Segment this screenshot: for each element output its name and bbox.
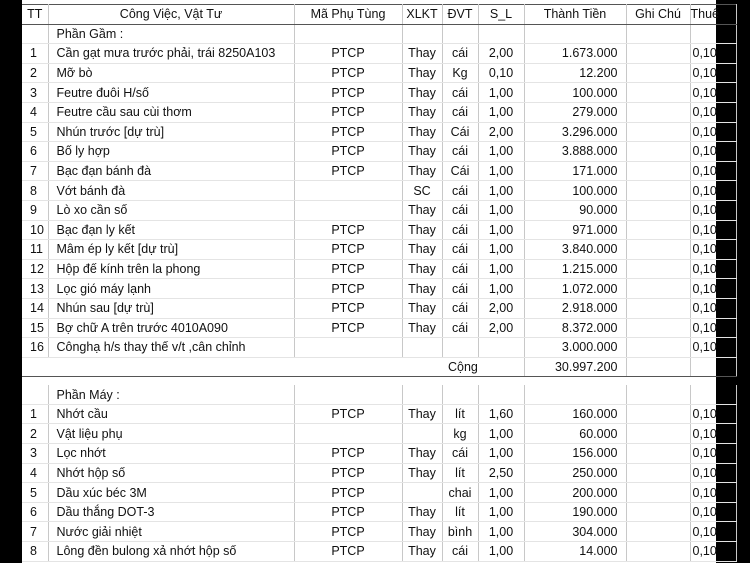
empty-cell: [524, 385, 626, 404]
col-tax-cell: 0,10: [690, 424, 736, 444]
col-qty-cell: 1,00: [478, 200, 524, 220]
col-qty-cell: 1,00: [478, 102, 524, 122]
col-part-code-cell: PTCP: [294, 122, 402, 142]
empty-cell: [402, 357, 442, 377]
col-amount-cell: 1.673.000: [524, 44, 626, 64]
empty-cell: [294, 357, 402, 377]
col-note-cell: [626, 122, 690, 142]
col-unit-cell: lít: [442, 404, 478, 424]
col-unit-cell: cái: [442, 142, 478, 162]
table-row: [22, 298, 736, 318]
empty-cell: [22, 385, 48, 404]
col-item-cell: Vật liệu phụ: [48, 424, 294, 444]
col-item-cell: Feutre đuôi H/số: [48, 83, 294, 103]
col-item-cell: Mâm ép ly kết [dự trù]: [48, 240, 294, 260]
col-tax-cell: 0,10: [690, 542, 736, 562]
col-item-cell: Vớt bánh đà: [48, 181, 294, 201]
empty-cell: [294, 24, 402, 44]
col-tt-cell: 6: [22, 502, 48, 522]
col-tt-cell: 13: [22, 279, 48, 299]
spacer-row: [22, 377, 736, 386]
table-row: [22, 259, 736, 279]
col-unit-cell: cái: [442, 102, 478, 122]
total-value: 30.997.200: [524, 357, 626, 377]
col-xlkt-cell: [402, 483, 442, 503]
col-xlkt-cell: Thay: [402, 279, 442, 299]
col-part-code-cell: [294, 181, 402, 201]
empty-cell: [626, 357, 690, 377]
table-row: [22, 542, 736, 562]
col-qty-cell: 1,00: [478, 279, 524, 299]
col-tax-cell: 0,10: [690, 338, 736, 358]
col-note-cell: [626, 220, 690, 240]
col-part-code-cell: PTCP: [294, 142, 402, 162]
col-note-cell: [626, 338, 690, 358]
col-qty-cell: 1,00: [478, 502, 524, 522]
col-tax-cell: 0,10: [690, 522, 736, 542]
header-col-xlkt: XLKT: [402, 5, 442, 25]
col-item-cell: Nhún sau [dự trù]: [48, 298, 294, 318]
col-tax-cell: 0,10: [690, 444, 736, 464]
col-note-cell: [626, 44, 690, 64]
col-item-cell: Nhún trước [dự trù]: [48, 122, 294, 142]
col-note-cell: [626, 161, 690, 181]
col-tt-cell: 4: [22, 463, 48, 483]
col-part-code-cell: PTCP: [294, 542, 402, 562]
col-note-cell: [626, 404, 690, 424]
col-tt-cell: 15: [22, 318, 48, 338]
col-tax-cell: 0,10: [690, 483, 736, 503]
empty-cell: [478, 24, 524, 44]
col-part-code-cell: PTCP: [294, 259, 402, 279]
col-tax-cell: 0,10: [690, 122, 736, 142]
col-xlkt-cell: Thay: [402, 122, 442, 142]
col-xlkt-cell: [402, 424, 442, 444]
col-amount-cell: 100.000: [524, 83, 626, 103]
col-xlkt-cell: Thay: [402, 259, 442, 279]
table-row: [22, 102, 736, 122]
col-tt-cell: 3: [22, 83, 48, 103]
col-qty-cell: 1,00: [478, 542, 524, 562]
col-amount-cell: 971.000: [524, 220, 626, 240]
col-part-code-cell: PTCP: [294, 102, 402, 122]
col-part-code-cell: PTCP: [294, 298, 402, 318]
col-part-code-cell: PTCP: [294, 240, 402, 260]
col-tax-cell: 0,10: [690, 404, 736, 424]
col-part-code-cell: [294, 338, 402, 358]
col-xlkt-cell: Thay: [402, 63, 442, 83]
col-xlkt-cell: Thay: [402, 542, 442, 562]
col-amount-cell: 14.000: [524, 542, 626, 562]
col-qty-cell: 2,00: [478, 44, 524, 64]
col-part-code-cell: PTCP: [294, 44, 402, 64]
empty-cell: [402, 24, 442, 44]
empty-cell: [22, 24, 48, 44]
section-title: Phần Gầm :: [48, 24, 294, 44]
empty-cell: [442, 24, 478, 44]
col-amount-cell: 12.200: [524, 63, 626, 83]
col-qty-cell: 2,00: [478, 122, 524, 142]
col-note-cell: [626, 102, 690, 122]
col-item-cell: Dầu xúc béc 3M: [48, 483, 294, 503]
col-note-cell: [626, 63, 690, 83]
col-unit-cell: cái: [442, 542, 478, 562]
col-qty-cell: 1,00: [478, 444, 524, 464]
col-item-cell: Bạc đạn bánh đà: [48, 161, 294, 181]
col-tax-cell: 0,10: [690, 259, 736, 279]
table-row: [22, 483, 736, 503]
table-row: [22, 404, 736, 424]
col-note-cell: [626, 240, 690, 260]
col-part-code-cell: PTCP: [294, 161, 402, 181]
col-item-cell: Nhớt cầu: [48, 404, 294, 424]
col-qty-cell: 0,10: [478, 63, 524, 83]
col-qty-cell: [478, 338, 524, 358]
col-qty-cell: 1,00: [478, 259, 524, 279]
header-col-part-code: Mã Phụ Tùng: [294, 5, 402, 25]
total-label: Cộng: [442, 357, 524, 377]
col-amount-cell: 200.000: [524, 483, 626, 503]
col-amount-cell: 100.000: [524, 181, 626, 201]
empty-cell: [524, 24, 626, 44]
empty-cell: [294, 385, 402, 404]
col-note-cell: [626, 463, 690, 483]
col-part-code-cell: PTCP: [294, 279, 402, 299]
col-part-code-cell: [294, 200, 402, 220]
empty-cell: [690, 357, 736, 377]
col-unit-cell: cái: [442, 259, 478, 279]
table-row: [22, 63, 736, 83]
col-xlkt-cell: Thay: [402, 444, 442, 464]
col-xlkt-cell: Thay: [402, 142, 442, 162]
col-qty-cell: 1,00: [478, 220, 524, 240]
col-tt-cell: 3: [22, 444, 48, 464]
col-tax-cell: 0,10: [690, 83, 736, 103]
col-note-cell: [626, 298, 690, 318]
col-tax-cell: 0,10: [690, 318, 736, 338]
table-row: [22, 161, 736, 181]
col-tt-cell: 14: [22, 298, 48, 318]
col-item-cell: Mỡ bò: [48, 63, 294, 83]
col-xlkt-cell: Thay: [402, 502, 442, 522]
table-row: [22, 318, 736, 338]
col-item-cell: Feutre cầu sau cùi thơm: [48, 102, 294, 122]
col-amount-cell: 279.000: [524, 102, 626, 122]
col-note-cell: [626, 279, 690, 299]
col-note-cell: [626, 318, 690, 338]
col-tax-cell: 0,10: [690, 463, 736, 483]
table-row: [22, 424, 736, 444]
col-tt-cell: 16: [22, 338, 48, 358]
col-note-cell: [626, 424, 690, 444]
col-tt-cell: 1: [22, 44, 48, 64]
col-tax-cell: 0,10: [690, 200, 736, 220]
invoice-sheet: [22, 0, 719, 563]
col-amount-cell: 3.296.000: [524, 122, 626, 142]
col-item-cell: Lọc nhớt: [48, 444, 294, 464]
col-tax-cell: 0,10: [690, 142, 736, 162]
col-tt-cell: 8: [22, 181, 48, 201]
col-unit-cell: kg: [442, 424, 478, 444]
header-col-unit: ĐVT: [442, 5, 478, 25]
col-part-code-cell: PTCP: [294, 522, 402, 542]
col-qty-cell: 2,00: [478, 318, 524, 338]
section-title-row: [22, 24, 736, 44]
col-part-code-cell: PTCP: [294, 318, 402, 338]
table-row: [22, 279, 736, 299]
col-unit-cell: chai: [442, 483, 478, 503]
col-amount-cell: 190.000: [524, 502, 626, 522]
col-note-cell: [626, 259, 690, 279]
col-part-code-cell: PTCP: [294, 220, 402, 240]
table-row: [22, 181, 736, 201]
empty-cell: [442, 385, 478, 404]
table-row: [22, 502, 736, 522]
table-row: [22, 83, 736, 103]
col-tt-cell: 4: [22, 102, 48, 122]
table-row: [22, 522, 736, 542]
col-item-cell: Lông đền bulong xả nhớt hộp số: [48, 542, 294, 562]
parts-table: [22, 4, 737, 562]
col-unit-cell: lít: [442, 502, 478, 522]
col-qty-cell: 2,00: [478, 298, 524, 318]
col-item-cell: Hộp đế kính trên la phong: [48, 259, 294, 279]
col-note-cell: [626, 83, 690, 103]
table-body: [22, 24, 736, 561]
col-xlkt-cell: Thay: [402, 404, 442, 424]
col-item-cell: Cần gạt mưa trước phải, trái 8250A103: [48, 44, 294, 64]
col-qty-cell: 1,00: [478, 161, 524, 181]
col-amount-cell: 160.000: [524, 404, 626, 424]
col-xlkt-cell: SC: [402, 181, 442, 201]
col-item-cell: Bợ chữ A trên trước 4010A090: [48, 318, 294, 338]
col-item-cell: Lò xo cần số: [48, 200, 294, 220]
col-part-code-cell: PTCP: [294, 463, 402, 483]
col-note-cell: [626, 200, 690, 220]
col-unit-cell: lít: [442, 463, 478, 483]
col-tt-cell: 2: [22, 63, 48, 83]
col-amount-cell: 90.000: [524, 200, 626, 220]
col-item-cell: Dầu thắng DOT-3: [48, 502, 294, 522]
col-item-cell: Cônghạ h/s thay thế v/t ,cân chỉnh: [48, 338, 294, 358]
col-tax-cell: 0,10: [690, 220, 736, 240]
col-tt-cell: 5: [22, 483, 48, 503]
col-note-cell: [626, 542, 690, 562]
col-qty-cell: 2,50: [478, 463, 524, 483]
section-title-row: [22, 385, 736, 404]
col-amount-cell: 8.372.000: [524, 318, 626, 338]
empty-cell: [690, 24, 736, 44]
col-part-code-cell: [294, 424, 402, 444]
col-tax-cell: 0,10: [690, 44, 736, 64]
col-unit-cell: cái: [442, 298, 478, 318]
total-row: [22, 357, 736, 377]
col-item-cell: Bạc đạn ly kết: [48, 220, 294, 240]
col-xlkt-cell: Thay: [402, 161, 442, 181]
col-part-code-cell: PTCP: [294, 83, 402, 103]
col-item-cell: Nhớt hộp số: [48, 463, 294, 483]
header-col-item: Công Việc, Vật Tư: [48, 5, 294, 25]
col-xlkt-cell: Thay: [402, 298, 442, 318]
col-tax-cell: 0,10: [690, 181, 736, 201]
col-tt-cell: 2: [22, 424, 48, 444]
col-unit-cell: Cái: [442, 161, 478, 181]
col-unit-cell: cái: [442, 83, 478, 103]
table-row: [22, 220, 736, 240]
col-unit-cell: cái: [442, 44, 478, 64]
col-amount-cell: 3.000.000: [524, 338, 626, 358]
col-amount-cell: 3.888.000: [524, 142, 626, 162]
header-col-note: Ghi Chú: [626, 5, 690, 25]
col-xlkt-cell: Thay: [402, 200, 442, 220]
col-part-code-cell: PTCP: [294, 502, 402, 522]
col-xlkt-cell: Thay: [402, 220, 442, 240]
col-tt-cell: 10: [22, 220, 48, 240]
col-qty-cell: 1,00: [478, 181, 524, 201]
col-amount-cell: 1.072.000: [524, 279, 626, 299]
col-tax-cell: 0,10: [690, 102, 736, 122]
col-note-cell: [626, 483, 690, 503]
col-xlkt-cell: [402, 338, 442, 358]
col-amount-cell: 304.000: [524, 522, 626, 542]
empty-cell: [626, 24, 690, 44]
col-tt-cell: 9: [22, 200, 48, 220]
table-row: [22, 200, 736, 220]
col-amount-cell: 250.000: [524, 463, 626, 483]
empty-cell: [402, 385, 442, 404]
header-col-amount: Thành Tiền: [524, 5, 626, 25]
col-tax-cell: 0,10: [690, 502, 736, 522]
col-xlkt-cell: Thay: [402, 240, 442, 260]
header-col-qty: S_L: [478, 5, 524, 25]
col-note-cell: [626, 181, 690, 201]
col-xlkt-cell: Thay: [402, 463, 442, 483]
table-row: [22, 463, 736, 483]
col-part-code-cell: PTCP: [294, 483, 402, 503]
empty-cell: [690, 385, 736, 404]
col-qty-cell: 1,00: [478, 522, 524, 542]
col-amount-cell: 2.918.000: [524, 298, 626, 318]
col-part-code-cell: PTCP: [294, 444, 402, 464]
empty-cell: [478, 385, 524, 404]
col-amount-cell: 171.000: [524, 161, 626, 181]
table-row: [22, 122, 736, 142]
col-part-code-cell: PTCP: [294, 404, 402, 424]
col-qty-cell: 1,00: [478, 240, 524, 260]
col-unit-cell: Kg: [442, 63, 478, 83]
table-row: [22, 444, 736, 464]
col-note-cell: [626, 142, 690, 162]
col-tax-cell: 0,10: [690, 161, 736, 181]
col-qty-cell: 1,00: [478, 142, 524, 162]
col-tt-cell: 8: [22, 542, 48, 562]
col-tt-cell: 6: [22, 142, 48, 162]
empty-cell: [48, 357, 294, 377]
section-title: Phần Máy :: [48, 385, 294, 404]
col-tax-cell: 0,10: [690, 63, 736, 83]
col-qty-cell: 1,00: [478, 424, 524, 444]
col-unit-cell: cái: [442, 318, 478, 338]
col-xlkt-cell: Thay: [402, 318, 442, 338]
col-unit-cell: cái: [442, 240, 478, 260]
table-row: [22, 44, 736, 64]
col-item-cell: Nước giải nhiệt: [48, 522, 294, 542]
col-note-cell: [626, 522, 690, 542]
col-xlkt-cell: Thay: [402, 44, 442, 64]
table-row: [22, 240, 736, 260]
col-tt-cell: 1: [22, 404, 48, 424]
col-unit-cell: cái: [442, 181, 478, 201]
col-unit-cell: Cái: [442, 122, 478, 142]
col-tax-cell: 0,10: [690, 240, 736, 260]
header-col-tt: TT: [22, 5, 48, 25]
col-unit-cell: cái: [442, 220, 478, 240]
empty-cell: [22, 357, 48, 377]
col-amount-cell: 60.000: [524, 424, 626, 444]
col-tax-cell: 0,10: [690, 279, 736, 299]
spacer-cell: [22, 377, 736, 386]
col-amount-cell: 3.840.000: [524, 240, 626, 260]
col-amount-cell: 1.215.000: [524, 259, 626, 279]
col-xlkt-cell: Thay: [402, 102, 442, 122]
header-col-tax: Thuế: [690, 5, 736, 25]
col-tt-cell: 7: [22, 161, 48, 181]
table-row: [22, 338, 736, 358]
col-unit-cell: cái: [442, 279, 478, 299]
col-qty-cell: 1,00: [478, 83, 524, 103]
col-tt-cell: 11: [22, 240, 48, 260]
col-note-cell: [626, 502, 690, 522]
col-amount-cell: 156.000: [524, 444, 626, 464]
col-tax-cell: 0,10: [690, 298, 736, 318]
col-tt-cell: 12: [22, 259, 48, 279]
col-tt-cell: 5: [22, 122, 48, 142]
col-qty-cell: 1,00: [478, 483, 524, 503]
col-unit-cell: bình: [442, 522, 478, 542]
table-row: [22, 142, 736, 162]
col-item-cell: Lọc gió máy lạnh: [48, 279, 294, 299]
col-item-cell: Bố ly hợp: [48, 142, 294, 162]
col-unit-cell: cái: [442, 200, 478, 220]
col-qty-cell: 1,60: [478, 404, 524, 424]
col-tt-cell: 7: [22, 522, 48, 542]
col-unit-cell: cái: [442, 444, 478, 464]
col-part-code-cell: PTCP: [294, 63, 402, 83]
col-xlkt-cell: Thay: [402, 83, 442, 103]
col-note-cell: [626, 444, 690, 464]
empty-cell: [626, 385, 690, 404]
col-xlkt-cell: Thay: [402, 522, 442, 542]
col-unit-cell: [442, 338, 478, 358]
header-row: [22, 5, 736, 25]
